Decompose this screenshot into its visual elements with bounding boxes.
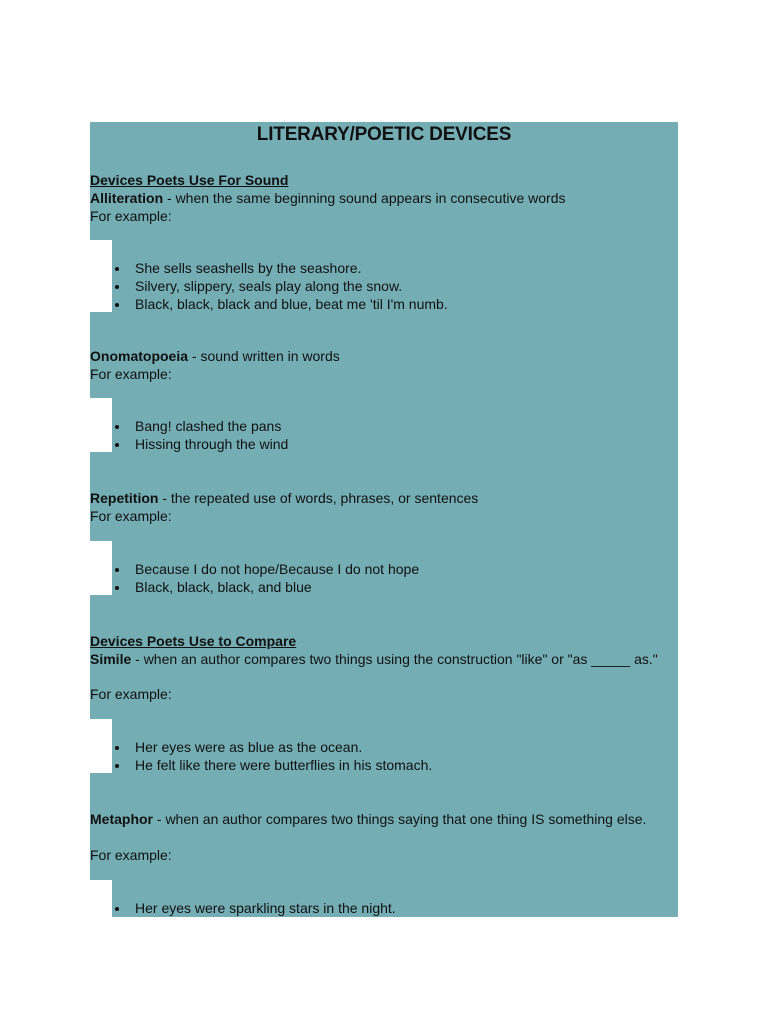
for-example-label: For example: — [90, 847, 172, 863]
example-text: Silvery, slippery, seals play along the snow. — [135, 278, 403, 294]
example-text: Because I do not hope/Because I do not hope — [135, 561, 420, 577]
example-text: Her eyes were as blue as the ocean. — [135, 739, 363, 755]
device-definition: - when an author compares two things using the construction "like" or "as _____ as." — [131, 651, 658, 667]
example-text: Black, black, black and blue, beat me 'til I'm numb. — [135, 296, 448, 312]
device-simile — [90, 650, 676, 668]
example-text: Bang! clashed the pans — [135, 418, 282, 434]
bullet-icon — [115, 267, 119, 271]
bullet-icon — [115, 568, 119, 572]
device-definition: - the repeated use of words, phrases, or sentences — [158, 490, 479, 506]
example-text: She sells seashells by the seashore. — [135, 260, 362, 276]
list-notch — [90, 719, 112, 773]
list-item — [112, 578, 419, 596]
device-term: Repetition — [90, 490, 159, 506]
device-metaphor — [90, 810, 676, 828]
device-onomatopoeia — [90, 347, 340, 365]
document-block — [90, 122, 678, 917]
list-notch — [90, 240, 112, 312]
bullet-icon — [115, 285, 119, 289]
section-heading-compare: Devices Poets Use to Compare — [90, 633, 297, 649]
list-item — [112, 259, 448, 277]
device-term: Metaphor — [90, 811, 153, 827]
device-repetition — [90, 489, 478, 507]
bullet-icon — [115, 303, 119, 307]
example-list-metaphor — [112, 899, 396, 917]
list-item — [112, 738, 432, 756]
list-item — [112, 417, 288, 435]
bullet-icon — [115, 764, 119, 768]
for-example-label: For example: — [90, 508, 172, 524]
device-definition: - when the same beginning sound appears in consecutive words — [163, 190, 566, 206]
list-item — [112, 756, 432, 774]
list-item — [112, 560, 419, 578]
for-example-label: For example: — [90, 366, 172, 382]
section-heading-sound: Devices Poets Use For Sound — [90, 172, 289, 188]
device-definition: - when an author compares two things saying that one thing IS something else. — [153, 811, 647, 827]
list-item — [112, 295, 448, 313]
example-text: Her eyes were sparkling stars in the night. — [135, 900, 396, 916]
list-notch — [90, 398, 112, 452]
device-term: Simile — [90, 651, 132, 667]
device-alliteration — [90, 189, 565, 207]
bullet-icon — [115, 443, 119, 447]
example-list-simile — [112, 738, 432, 774]
list-notch — [90, 541, 112, 595]
for-example-label: For example: — [90, 208, 172, 224]
document-title: LITERARY/POETIC DEVICES — [256, 124, 512, 145]
example-text: Hissing through the wind — [135, 436, 289, 452]
list-item — [112, 435, 288, 453]
example-text: Black, black, black, and blue — [135, 579, 312, 595]
device-definition: - sound written in words — [188, 348, 340, 364]
device-term: Alliteration — [90, 190, 164, 206]
device-term: Onomatopoeia — [90, 348, 189, 364]
list-notch — [90, 880, 112, 917]
bullet-icon — [115, 425, 119, 429]
for-example-label: For example: — [90, 686, 172, 702]
example-list-repetition — [112, 560, 419, 596]
list-item — [112, 277, 448, 295]
example-list-alliteration — [112, 259, 448, 313]
list-item — [112, 899, 396, 917]
bullet-icon — [115, 586, 119, 590]
bullet-icon — [115, 746, 119, 750]
example-list-onomatopoeia — [112, 417, 288, 453]
example-text: He felt like there were butterflies in his stomach. — [135, 757, 433, 773]
bullet-icon — [115, 907, 119, 911]
